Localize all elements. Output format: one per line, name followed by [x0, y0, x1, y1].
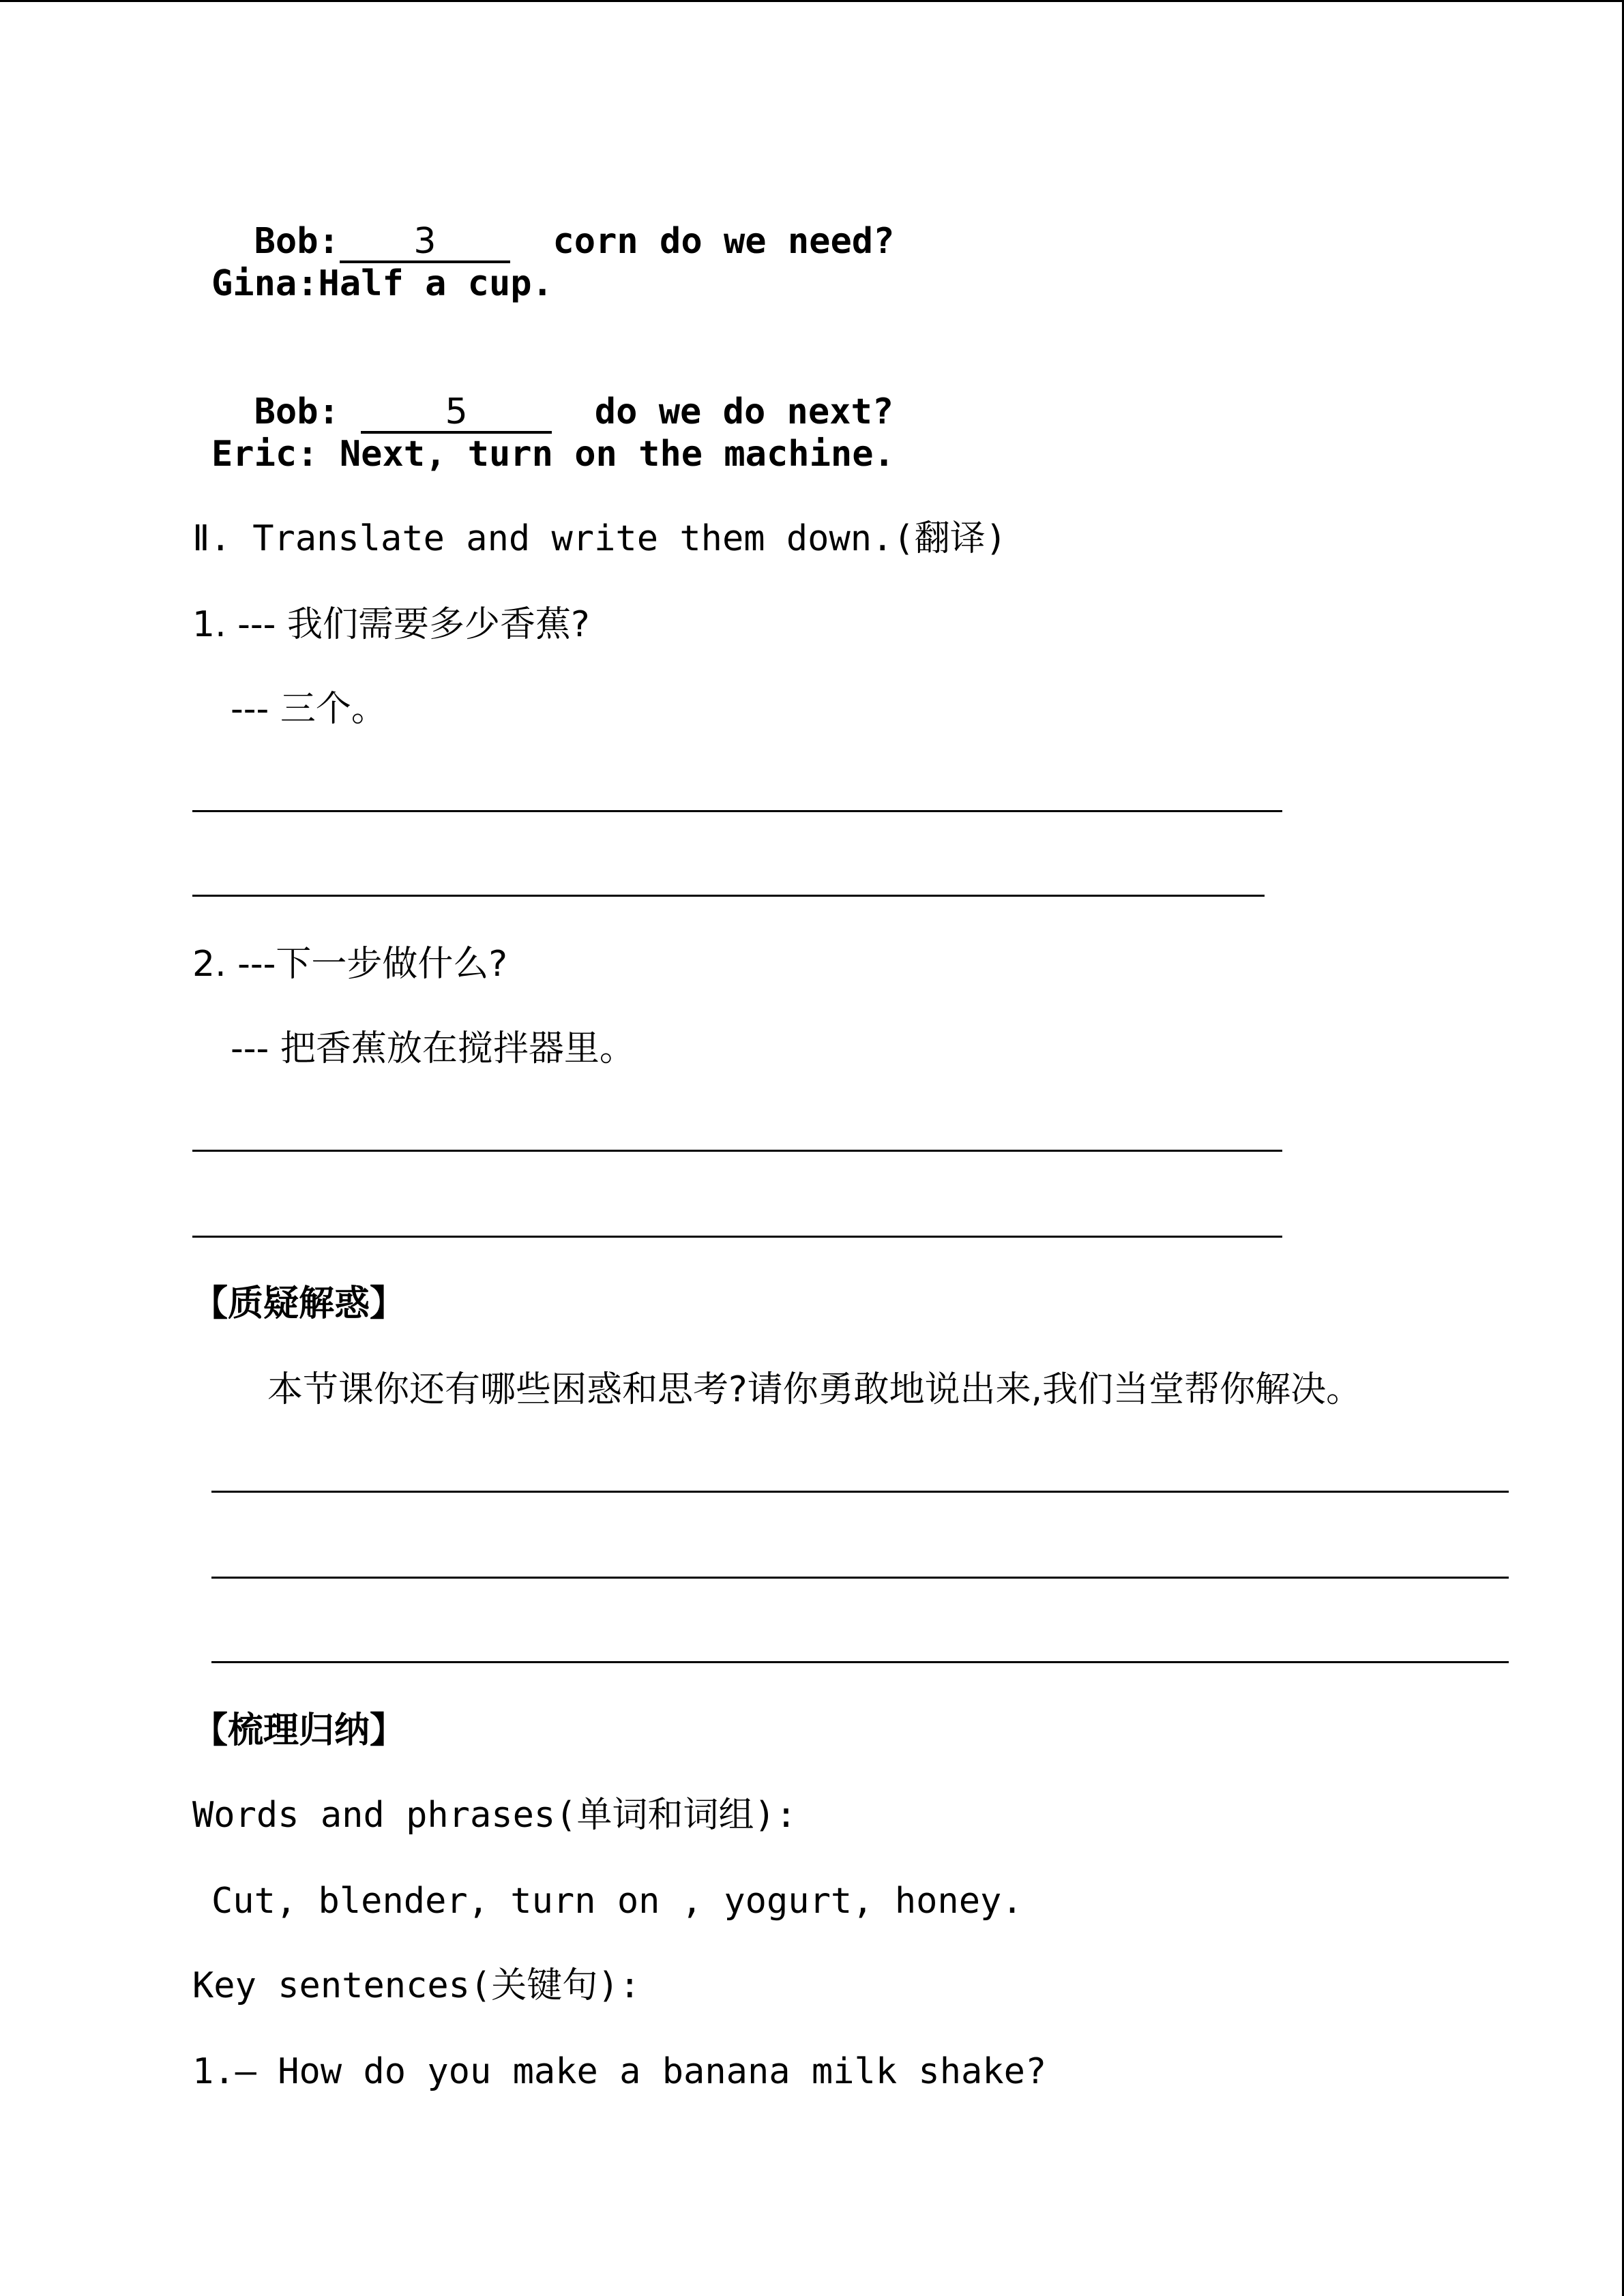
- sentences-label: Key sentences(关键句):: [192, 1965, 640, 2006]
- writing-line[interactable]: [192, 1150, 1282, 1152]
- dialogue-line-1: [211, 176, 894, 263]
- summary-heading: 【梳理归纳】: [192, 1710, 406, 1751]
- words-label: Words and phrases(单词和词组):: [192, 1795, 797, 1836]
- speaker-bob: Bob:: [254, 221, 340, 262]
- writing-line[interactable]: [211, 1491, 1509, 1493]
- dialogue-line-2: Gina:Half a cup.: [211, 263, 553, 304]
- writing-line[interactable]: [192, 810, 1282, 812]
- answer-blank-3: 3: [340, 222, 510, 263]
- dialogue-text: do we do next?: [594, 391, 894, 432]
- question-2: 2. ---下一步做什么?: [192, 944, 508, 985]
- doubts-prompt: 本节课你还有哪些困惑和思考?请你勇敢地说出来,我们当堂帮你解决。: [267, 1369, 1362, 1410]
- answer-2: --- 把香蕉放在搅拌器里。: [231, 1028, 635, 1069]
- writing-line[interactable]: [211, 1577, 1509, 1579]
- answer-1: --- 三个。: [231, 689, 387, 730]
- writing-line[interactable]: [211, 1661, 1509, 1663]
- key-sentence-1: 1.— How do you make a banana milk shake?: [192, 2051, 1047, 2092]
- question-1: 1. --- 我们需要多少香蕉?: [192, 604, 590, 645]
- writing-line[interactable]: [192, 895, 1265, 897]
- answer-blank-5: 5: [361, 393, 552, 434]
- writing-line[interactable]: [192, 1236, 1282, 1238]
- dialogue-line-3: [211, 346, 894, 434]
- dialogue-text: corn do we need?: [552, 221, 895, 262]
- doubts-heading: 【质疑解惑】: [192, 1283, 406, 1324]
- speaker-bob: Bob:: [254, 391, 340, 432]
- section-title: Ⅱ. Translate and write them down.(翻译): [192, 518, 1007, 559]
- dialogue-line-4: Eric: Next, turn on the machine.: [211, 434, 895, 475]
- words-list: Cut, blender, turn on , yogurt, honey.: [211, 1881, 1023, 1922]
